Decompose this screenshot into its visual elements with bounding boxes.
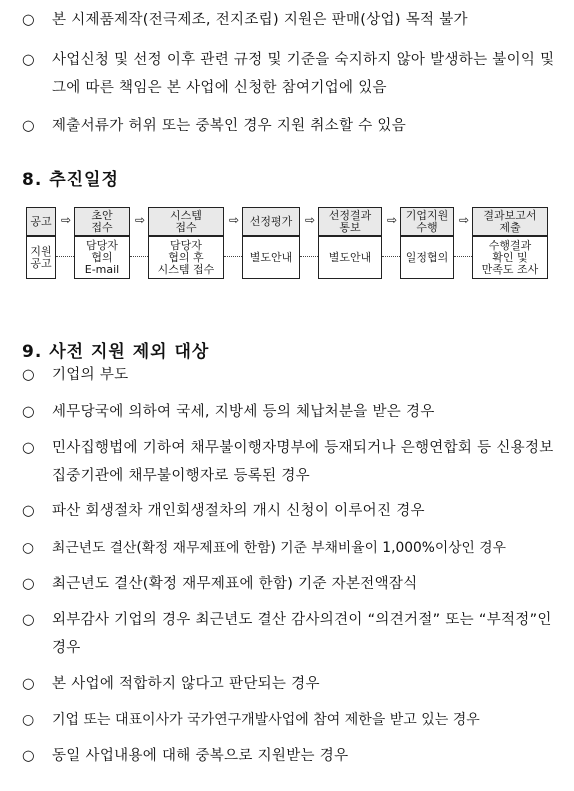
exclusion-item — [22, 361, 557, 389]
flow-step-detail: 지원 공고 — [26, 236, 56, 279]
arrow-right-icon: ⇨ — [386, 213, 398, 227]
exclusion-text: 파산 회생절차 개인회생절차의 개시 신청이 이루어진 경우 — [52, 503, 425, 519]
dotted-connector — [454, 256, 472, 257]
flow-step-detail: 별도안내 — [318, 236, 382, 279]
exclusion-text: 본 사업에 적합하지 않다고 판단되는 경우 — [52, 676, 320, 692]
flow-step-detail: 담당자 협의 후 시스템 접수 — [148, 236, 224, 279]
flow-step-title: 선정평가 — [242, 207, 300, 236]
section-8-heading: 8. 추진일정 — [22, 170, 119, 190]
flow-step-detail: 별도안내 — [242, 236, 300, 279]
arrow-right-icon: ⇨ — [304, 213, 316, 227]
flow-step-title: 시스템 접수 — [148, 207, 224, 236]
section-9-heading: 9. 사전 지원 제외 대상 — [22, 342, 210, 362]
exclusion-item — [22, 398, 557, 426]
bullet-item — [22, 6, 557, 34]
dotted-connector — [382, 256, 400, 257]
bullet-mark: ○ — [22, 540, 35, 556]
flow-step-title: 선정결과 통보 — [318, 207, 382, 236]
exclusion-text: 동일 사업내용에 대해 중복으로 지원받는 경우 — [52, 748, 349, 764]
bullet-mark: ○ — [22, 440, 35, 456]
flow-step-detail: 수행결과 확인 및 만족도 조사 — [472, 236, 548, 279]
bullet-mark: ○ — [22, 503, 35, 519]
arrow-right-icon: ⇨ — [134, 213, 146, 227]
bullet-item — [22, 112, 557, 140]
bullet-mark: ○ — [22, 367, 35, 383]
bullet-text: 본 시제품제작(전극제조, 전지조립) 지원은 판매(상업) 목적 불가 — [52, 12, 468, 28]
flow-step-detail: 일정협의 — [400, 236, 454, 279]
dotted-connector — [300, 256, 318, 257]
bullet-text: 사업신청 및 선정 이후 관련 규정 및 기준을 숙지하지 않아 발생하는 불이익 및 그에 따른 책임은 본 사업에 신청한 참여기업에 있음 — [52, 52, 555, 96]
bullet-item — [22, 46, 557, 102]
flow-step-detail: 담당자 협의 E-mail — [74, 236, 130, 279]
exclusion-item — [22, 606, 557, 662]
exclusion-text: 최근년도 결산(확정 재무제표에 한함) 기준 자본전액잠식 — [52, 576, 418, 592]
bullet-mark: ○ — [22, 712, 35, 728]
flow-step-title: 기업지원 수행 — [400, 207, 454, 236]
exclusion-text: 최근년도 결산(확정 재무제표에 한함) 기준 부채비율이 1,000%이상인 경우 — [52, 540, 506, 556]
bullet-mark: ○ — [22, 52, 35, 68]
dotted-connector — [56, 256, 74, 257]
bullet-text: 제출서류가 허위 또는 중복인 경우 지원 취소할 수 있음 — [52, 118, 407, 134]
bullet-mark: ○ — [22, 576, 35, 592]
exclusion-item — [22, 706, 557, 734]
arrow-right-icon: ⇨ — [228, 213, 240, 227]
flow-step-title: 초안 접수 — [74, 207, 130, 236]
exclusion-text: 세무당국에 의하여 국세, 지방세 등의 체납처분을 받은 경우 — [52, 404, 435, 420]
dotted-connector — [224, 256, 242, 257]
bullet-mark: ○ — [22, 676, 35, 692]
bullet-mark: ○ — [22, 612, 35, 628]
exclusion-item — [22, 497, 557, 525]
exclusion-text: 외부감사 기업의 경우 최근년도 결산 감사의견이 “의견거절” 또는 “부적정”인 경우 — [52, 612, 552, 656]
exclusion-item — [22, 742, 557, 770]
flow-step-title: 공고 — [26, 207, 56, 236]
dotted-connector — [130, 256, 148, 257]
exclusion-item — [22, 570, 557, 598]
bullet-mark: ○ — [22, 118, 35, 134]
flow-step-title: 결과보고서 제출 — [472, 207, 548, 236]
bullet-mark: ○ — [22, 748, 35, 764]
exclusion-item — [22, 534, 557, 562]
schedule-flow-diagram — [26, 207, 548, 279]
arrow-right-icon: ⇨ — [60, 213, 72, 227]
bullet-mark: ○ — [22, 12, 35, 28]
exclusion-text: 기업의 부도 — [52, 367, 129, 383]
arrow-right-icon: ⇨ — [458, 213, 470, 227]
bullet-mark: ○ — [22, 404, 35, 420]
exclusion-item — [22, 670, 557, 698]
exclusion-item — [22, 434, 557, 490]
exclusion-text: 민사집행법에 기하여 채무불이행자명부에 등재되거나 은행연합회 등 신용정보 집중기관에 채무불이행자로 등록된 경우 — [52, 440, 554, 484]
exclusion-text: 기업 또는 대표이사가 국가연구개발사업에 참여 제한을 받고 있는 경우 — [52, 712, 480, 728]
